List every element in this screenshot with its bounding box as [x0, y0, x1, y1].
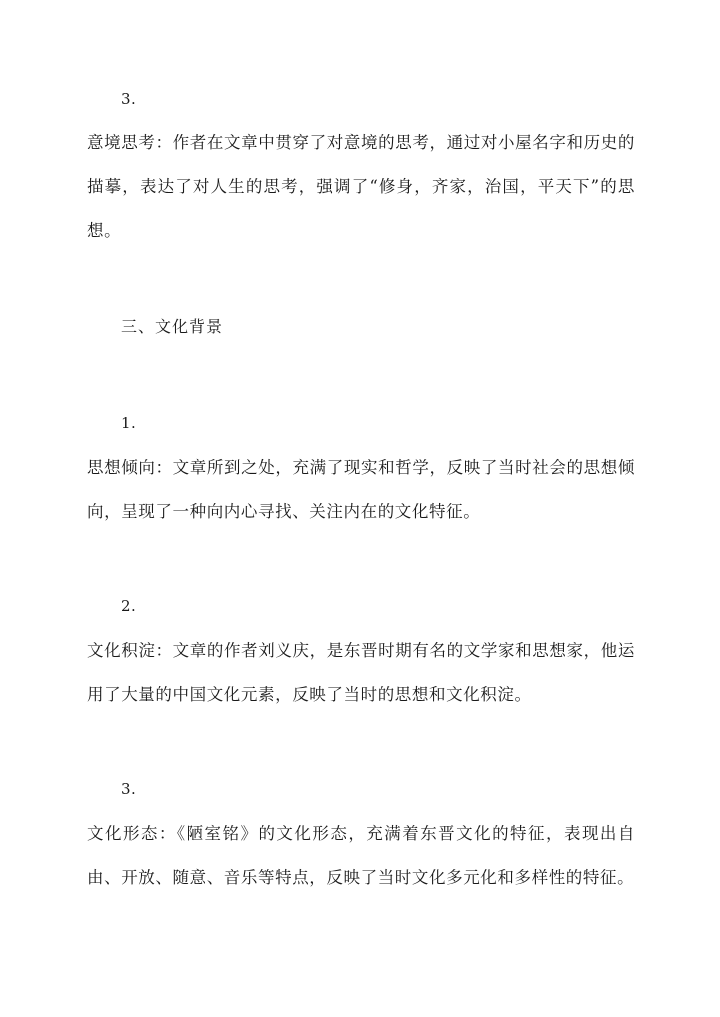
- item-number: 1.: [121, 414, 137, 432]
- paragraph-yijing-sikao: 意境思考：作者在文章中贯穿了对意境的思考，通过对小屋名字和历史的描摹，表达了对人生的思考，强调了“修身，齐家，治国，平天下”的思想。: [87, 133, 635, 240]
- paragraph-wenhua-jidian: 文化积淀：文章的作者刘义庆，是东晋时期有名的文学家和思想家，他运用了大量的中国文化元素，反映了当时的思想和文化积淀。: [87, 641, 635, 704]
- paragraph-sixiang-qingxiang: 思想倾向：文章所到之处，充满了现实和哲学，反映了当时社会的思想倾向，呈现了一种向内心寻找、关注内在的文化特征。: [87, 458, 635, 521]
- paragraph-wenhua-xingtai: 文化形态：《陋室铭》的文化形态，充满着东晋文化的特征，表现出自由、开放、随意、音乐等特点，反映了当时文化多元化和多样性的特征。: [87, 824, 635, 887]
- item-number: 2.: [121, 597, 137, 615]
- section-heading: 三、文化背景: [121, 317, 224, 336]
- item-number: 3.: [121, 780, 137, 798]
- item-number: 3.: [121, 90, 137, 108]
